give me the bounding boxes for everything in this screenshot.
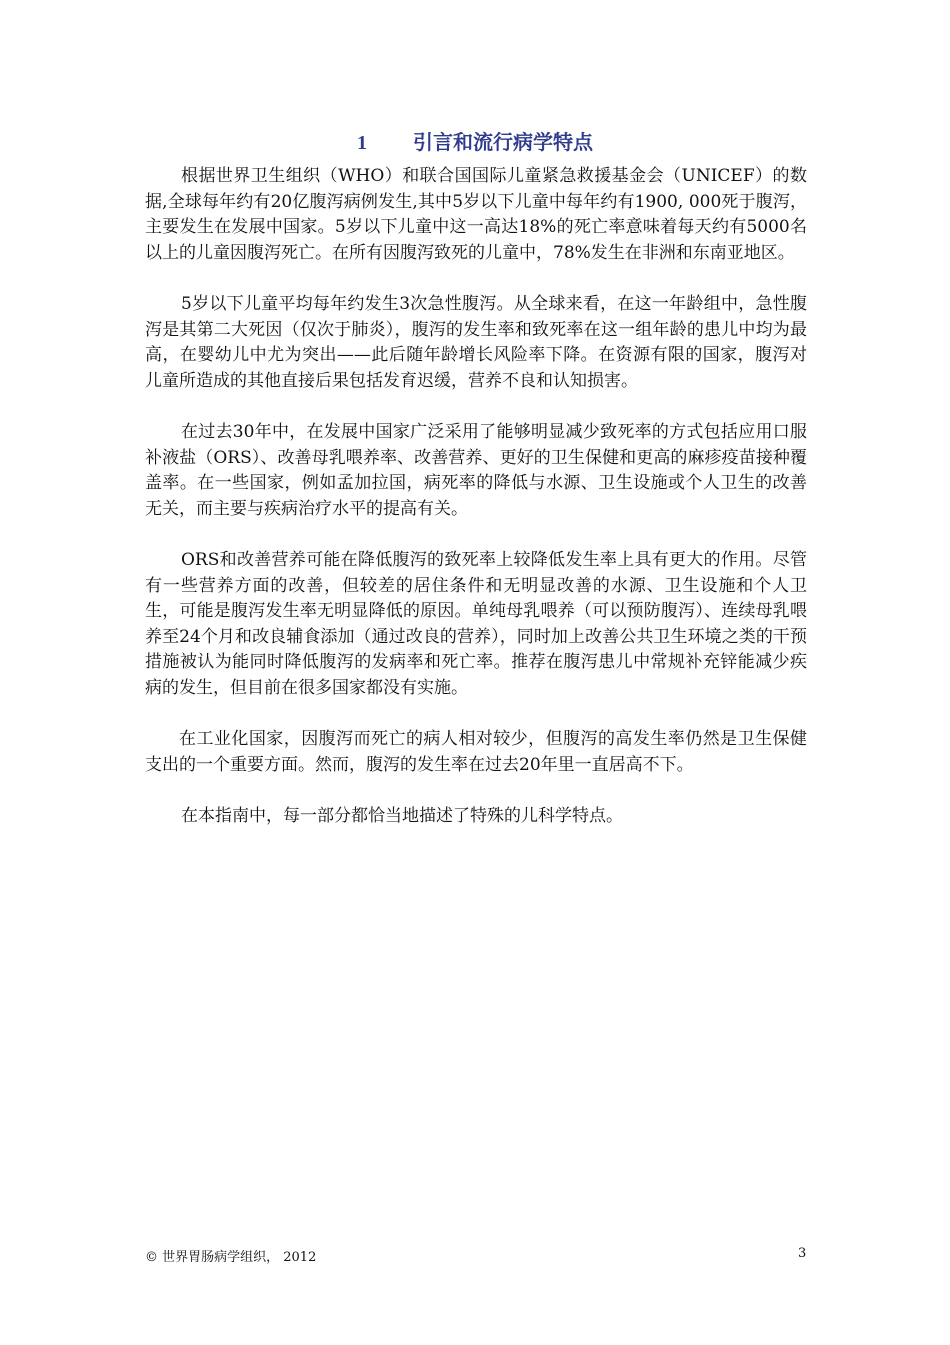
paragraph-industrialized: 在工业化国家，因腹泻而死亡的病人相对较少，但腹泻的高发生率仍然是卫生保健支出的一个重要方面。然而，腹泻的发生率在过去20年里一直居高不下。 xyxy=(145,729,807,775)
paragraph-who-data: 根据世界卫生组织（WHO）和联合国国际儿童紧急救援基金会（UNICEF）的数据,全球每年约有20亿腹泻病例发生,其中5岁以下儿童中每年约有1900, 000死于腹泻，主要发生在发展中国家。5岁以下儿童中这一高达18%的死亡率意味着每天约有5000名以上的儿童因腹泻死亡。在所有因腹泻致死的儿童中，78%发生在非洲和东南亚地区。 xyxy=(145,166,807,263)
section-title: 引言和流行病学特点 xyxy=(413,130,593,154)
footer-copyright: © 世界胃肠病学组织， 2012 xyxy=(145,1250,317,1265)
page-number: 3 xyxy=(798,1246,807,1261)
paragraph-acute-diarrhea: 5岁以下儿童平均每年约发生3次急性腹泻。从全球来看，在这一年龄组中，急性腹泻是其第二大死因（仅次于肺炎），腹泻的发生率和致死率在这一组年龄的患儿中均为最高，在婴幼儿中尤为突出——此后随年龄增长风险率下降。在资源有限的国家，腹泻对儿童所造成的其他直接后果包括发育迟缓，营养不良和认知损害。 xyxy=(145,294,807,391)
paragraph-past-30-years: 在过去30年中，在发展中国家广泛采用了能够明显减少致死率的方式包括应用口服补液盐（ORS）、改善母乳喂养率、改善营养、更好的卫生保健和更高的麻疹疫苗接种覆盖率。在一些国家，例如孟加拉国，病死率的降低与水源、卫生设施或个人卫生的改善无关，而主要与疾病治疗水平的提高有关。 xyxy=(145,422,807,519)
paragraph-ors-nutrition: ORS和改善营养可能在降低腹泻的致死率上较降低发生率上具有更大的作用。尽管有一些营养方面的改善，但较差的居住条件和无明显改善的水源、卫生设施和个人卫生，可能是腹泻发生率无明显降低的原因。单纯母乳喂养（可以预防腹泻）、连续母乳喂养至24个月和改良辅食添加（通过改良的营养），同时加上改善公共卫生环境之类的干预措施被认为能同时降低腹泻的发病率和死亡率。推荐在腹泻患儿中常规补充锌能减少疾病的发生，但目前在很多国家都没有实施。 xyxy=(145,550,807,698)
paragraph-guideline: 在本指南中，每一部分都恰当地描述了特殊的儿科学特点。 xyxy=(181,806,623,826)
section-heading xyxy=(0,126,950,155)
section-number: 1 xyxy=(357,132,367,154)
body-text xyxy=(145,164,807,856)
